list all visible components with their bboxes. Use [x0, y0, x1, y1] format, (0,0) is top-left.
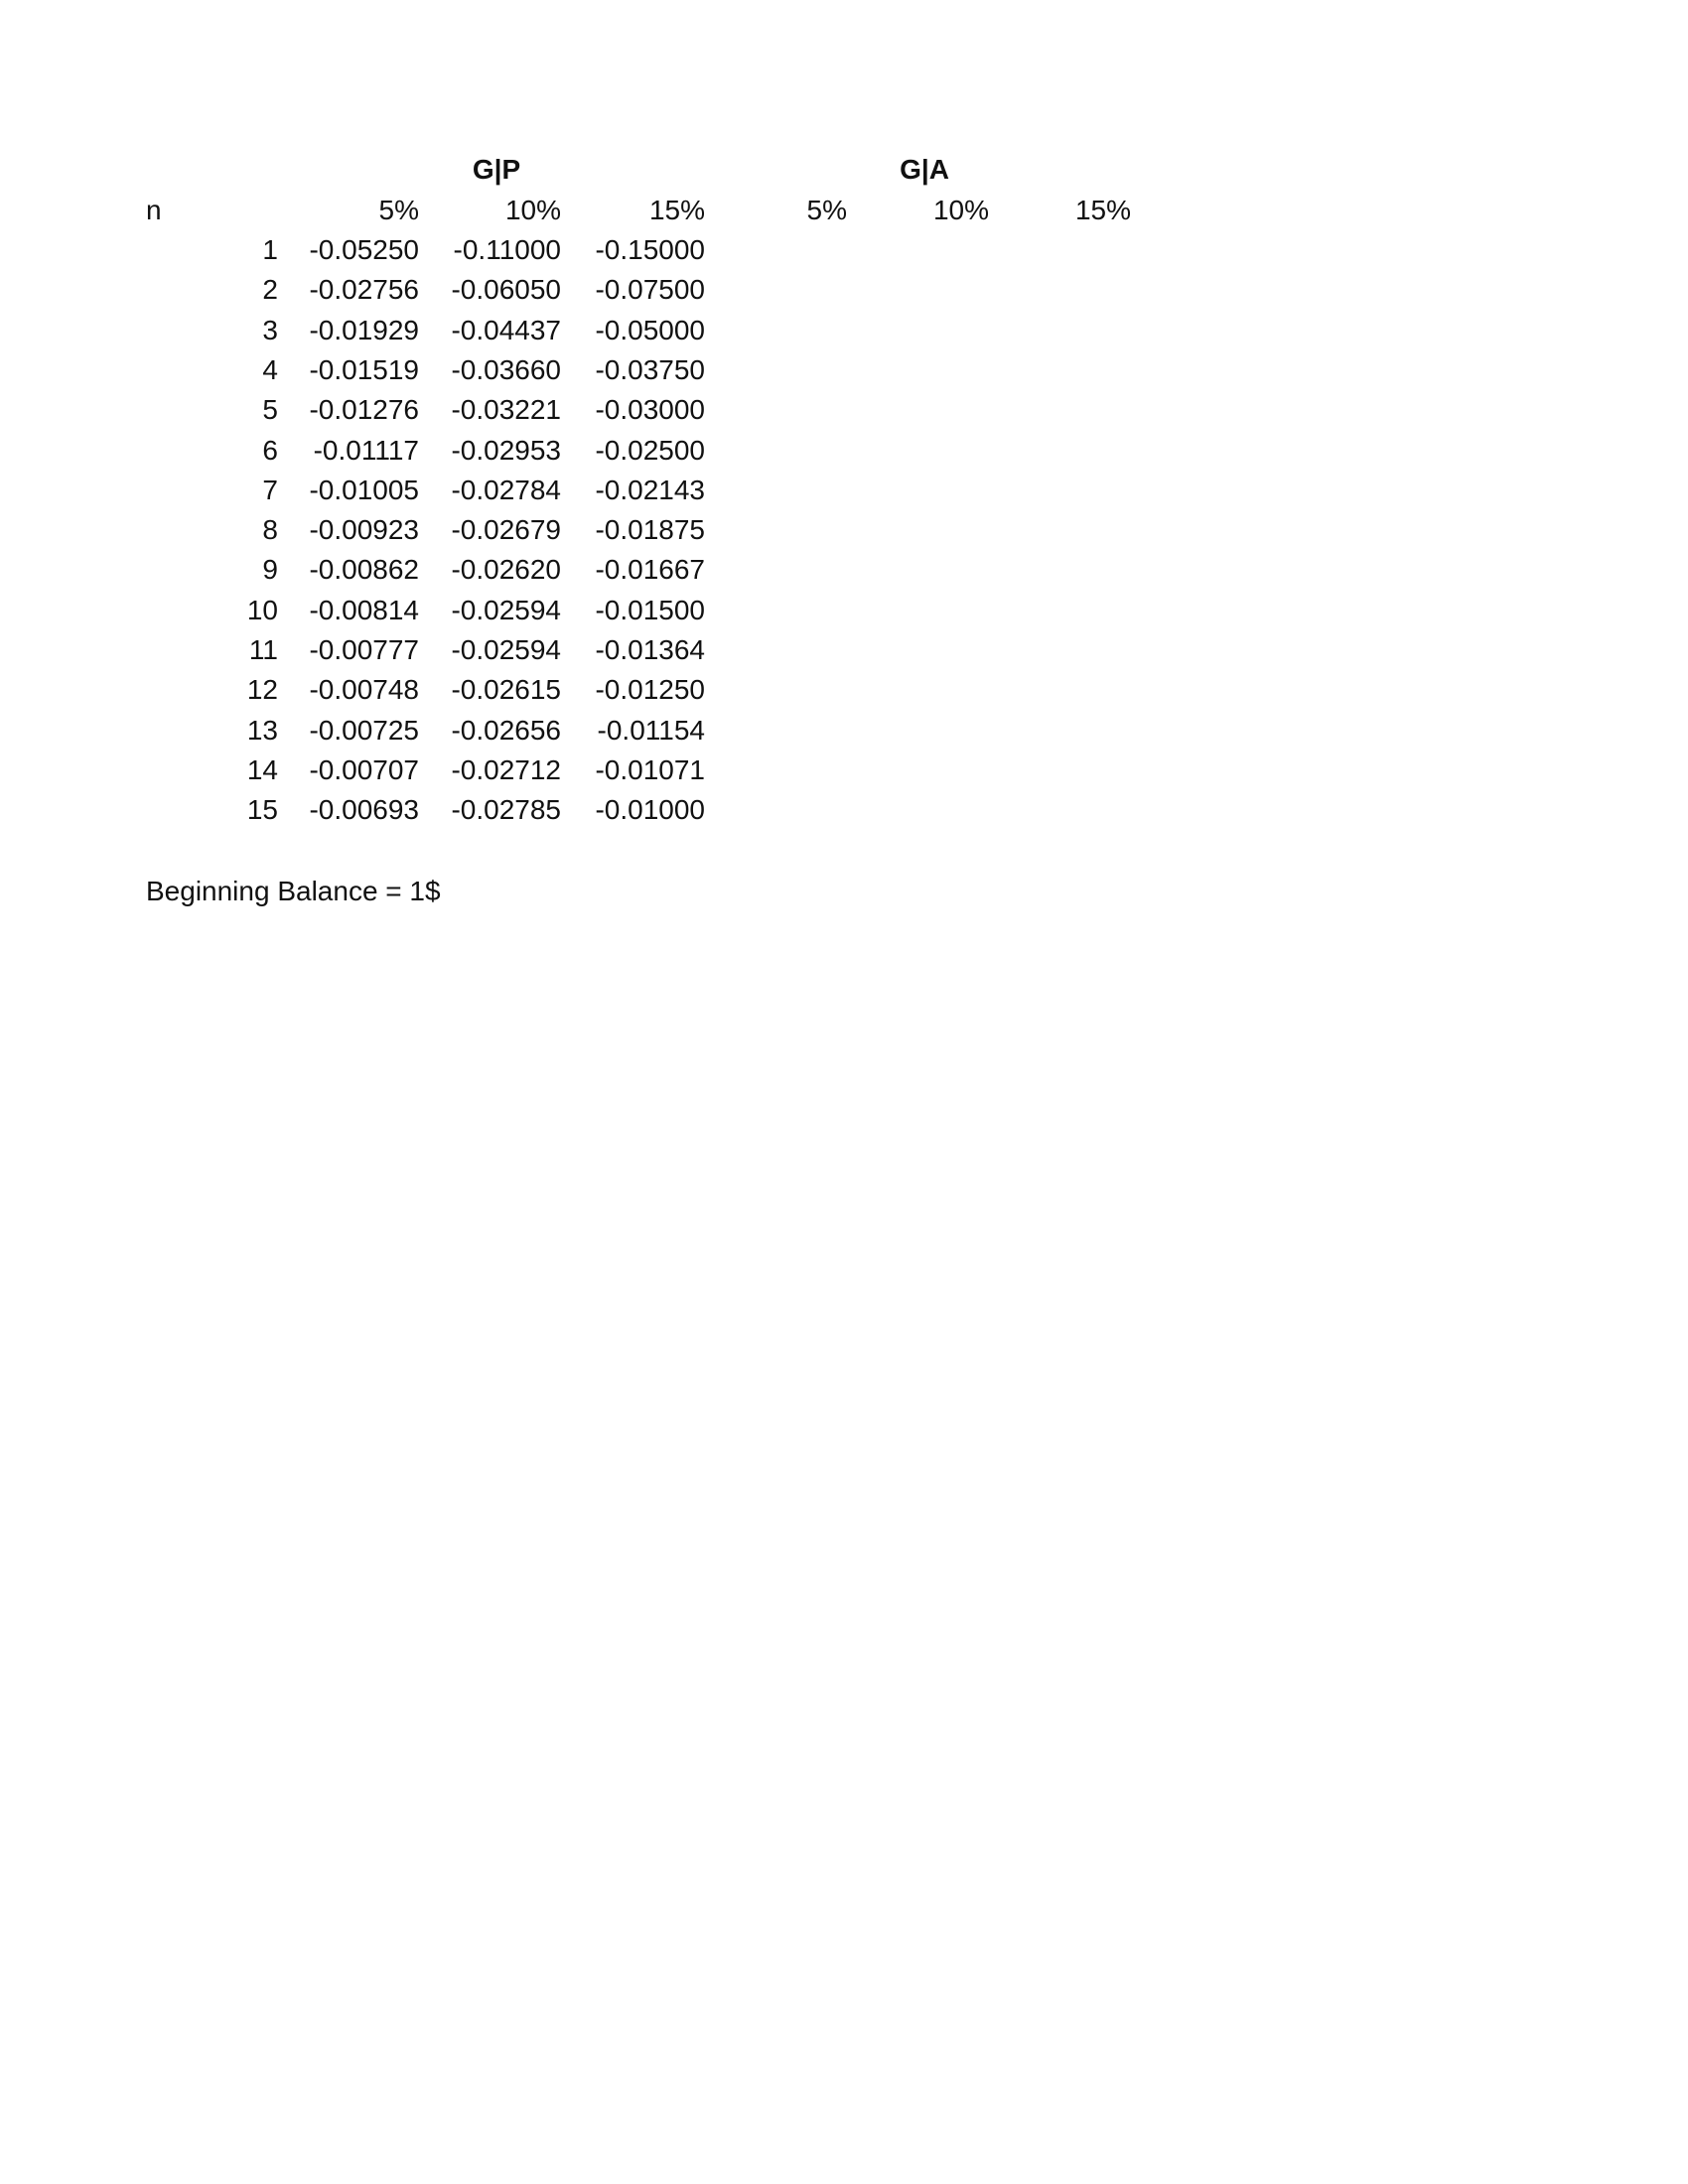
table-cell: -0.02615 — [451, 674, 561, 705]
row-index: 11 — [248, 634, 278, 665]
index-header: n — [146, 195, 162, 225]
table-cell: -0.01929 — [309, 315, 419, 345]
table-cell: -0.05250 — [309, 234, 419, 265]
table-cell: -0.02594 — [451, 634, 561, 665]
table-cell: -0.00693 — [309, 794, 419, 825]
table-cell: -0.02594 — [451, 595, 561, 625]
table-cell: -0.02953 — [451, 435, 561, 466]
table-cell: -0.00707 — [309, 754, 419, 785]
row-index: 9 — [262, 554, 278, 585]
table-cell: -0.00777 — [309, 634, 419, 665]
row-index: 13 — [246, 715, 278, 746]
ga-rate-15: 15% — [1074, 195, 1131, 225]
ga-rate-5: 5% — [806, 195, 847, 225]
footnote-beginning-balance: Beginning Balance = 1$ — [146, 876, 441, 906]
table-cell: -0.06050 — [451, 274, 561, 305]
table-cell: -0.01519 — [309, 354, 419, 385]
row-index: 15 — [246, 794, 278, 825]
table-cell: -0.01005 — [309, 475, 419, 505]
row-index: 7 — [262, 475, 278, 505]
table-cell: -0.15000 — [595, 234, 705, 265]
table-cell: -0.05000 — [595, 315, 705, 345]
table-cell: -0.03750 — [595, 354, 705, 385]
row-index: 1 — [262, 234, 278, 265]
group-header-gp: G|P — [472, 154, 521, 185]
table-cell: -0.02143 — [595, 475, 705, 505]
table-cell: -0.02500 — [595, 435, 705, 466]
row-index: 14 — [246, 754, 278, 785]
table-cell: -0.03660 — [451, 354, 561, 385]
table-cell: -0.01667 — [595, 554, 705, 585]
table-cell: -0.00748 — [309, 674, 419, 705]
table-cell: -0.02756 — [309, 274, 419, 305]
table-cell: -0.01500 — [595, 595, 705, 625]
row-index: 2 — [262, 274, 278, 305]
row-index: 4 — [262, 354, 278, 385]
table-cell: -0.01071 — [595, 754, 705, 785]
table-cell: -0.02679 — [451, 514, 561, 545]
gp-rate-15: 15% — [648, 195, 705, 225]
table-cell: -0.03000 — [595, 394, 705, 425]
table-cell: -0.00923 — [309, 514, 419, 545]
table-cell: -0.02712 — [451, 754, 561, 785]
table-cell: -0.04437 — [451, 315, 561, 345]
table-cell: -0.00725 — [309, 715, 419, 746]
table-cell: -0.02785 — [451, 794, 561, 825]
ga-rate-10: 10% — [932, 195, 989, 225]
table-cell: -0.01276 — [309, 394, 419, 425]
gp-rate-5: 5% — [378, 195, 419, 225]
table-cell: -0.01154 — [597, 715, 705, 746]
table-cell: -0.07500 — [595, 274, 705, 305]
row-index: 8 — [262, 514, 278, 545]
row-index: 12 — [246, 674, 278, 705]
table-cell: -0.02620 — [451, 554, 561, 585]
gp-rate-10: 10% — [504, 195, 561, 225]
table-cell: -0.00862 — [309, 554, 419, 585]
table-cell: -0.03221 — [451, 394, 561, 425]
table-cell: -0.02656 — [451, 715, 561, 746]
table-cell: -0.01000 — [595, 794, 705, 825]
table-cell: -0.01250 — [595, 674, 705, 705]
row-index: 3 — [262, 315, 278, 345]
table-cell: -0.02784 — [451, 475, 561, 505]
table-cell: -0.01364 — [595, 634, 705, 665]
group-header-ga: G|A — [900, 154, 949, 185]
table-cell: -0.11000 — [453, 234, 561, 265]
row-index: 10 — [246, 595, 278, 625]
row-index: 5 — [262, 394, 278, 425]
table-cell: -0.01117 — [313, 435, 419, 466]
row-index: 6 — [262, 435, 278, 466]
table-cell: -0.00814 — [309, 595, 419, 625]
table-cell: -0.01875 — [595, 514, 705, 545]
